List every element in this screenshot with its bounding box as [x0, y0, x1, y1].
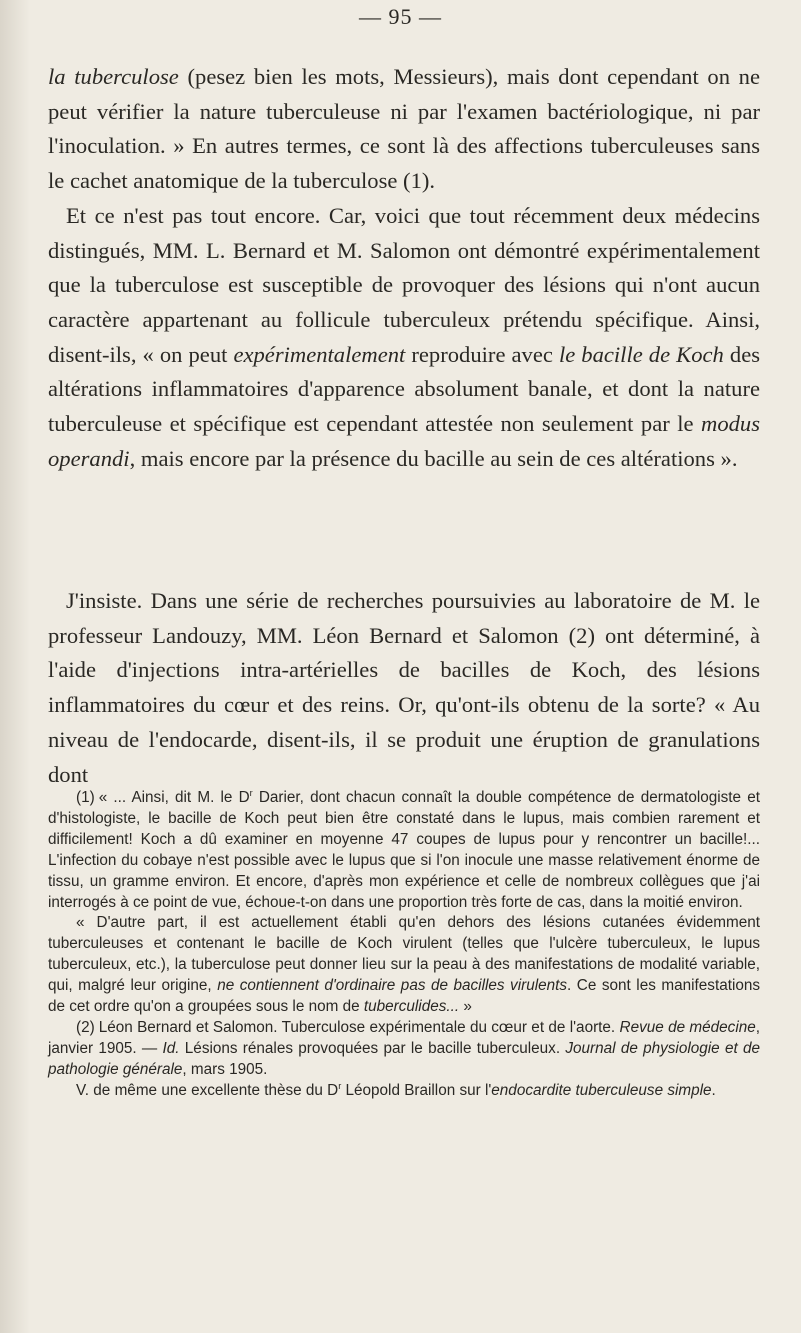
superscript: r [249, 787, 253, 798]
footnote-text: . Ce sont les manifestations de cet ordre qu'on a groupées sous le nom de [48, 977, 761, 1016]
page-number: — 95 — [359, 4, 442, 29]
paragraph [48, 199, 760, 477]
footnote-text: Léon Bernard et Salomon. Tuberculose expérimentale du cœur et de l'aorte. [98, 1018, 620, 1036]
footnotes [48, 788, 760, 1102]
main-text-bottom [48, 584, 760, 792]
footnote-text: . [711, 1081, 716, 1099]
footnote-2-continued [48, 1081, 760, 1102]
footnote-1 [48, 788, 760, 913]
italic-phrase: le bacille de Koch [558, 341, 724, 367]
footnote-text: Léopold Braillon sur l' [341, 1081, 492, 1099]
footnote-text: Lésions rénales provoquées par le bacille tuberculeux. [179, 1039, 566, 1057]
paragraph-text: Et ce n'est pas tout encore. Car, voici que tout récemment deux médecins distingués, MM. L. Bernard et M. Salomon ont démontré expérimentalement que la tuberculose est susceptible de provoquer des lésions qui n'ont aucun caractère appartenant au follicule tuberculeux prétendu spécifique. Ainsi, disent-ils, « on peut [48, 202, 760, 367]
main-text-top [48, 60, 760, 476]
footnote-text: Darier, dont chacun connaît la double compétence de dermatologiste et d'histologiste, le bacille de Koch peut bien être constaté dans le lupus, mais combien rarement et difficilement! Koch a dû examiner en moyenne 47 coupes de lupus pour y rencontrer un bacille!... L'infection du cobaye n'est possible avec le lupus que si l'on inocule une masse relativement énorme de tissu, un gramme environ. Et encore, d'après mon expérience et celle de nombreux collègues que j'ai interrogés à ce point de vue, échoue-t-on dans une proportion très forte de cas, dans la moitié environ. [48, 789, 760, 911]
italic-phrase: modus operandi [48, 411, 760, 471]
footnote-1-continued [48, 913, 760, 1018]
footnote-text: , mars 1905. [182, 1060, 268, 1078]
paragraph-text: (pesez bien les mots, Messieurs), mais dont cependant on ne peut vérifier la nature tuberculeuse ni par l'examen bactériologique, ni par l'inoculation. » En autres termes, ce sont là des affections tuberculeuses sans le cachet anatomique de la tuberculose (1). [48, 64, 760, 194]
italic-phrase: la tuberculose [48, 64, 179, 89]
italic-phrase: ne contiennent d'ordinaire pas de bacilles virulents [217, 977, 568, 995]
italic-phrase: Revue de médecine [619, 1018, 756, 1036]
footnote-text: « ... Ainsi, dit M. le D [98, 789, 250, 806]
paragraph-continued [48, 60, 760, 199]
italic-phrase: tuberculides... [363, 998, 460, 1016]
footnote-text: , janvier 1905. — [48, 1018, 760, 1057]
italic-phrase: Id. [162, 1039, 180, 1057]
footnote-2 [48, 1018, 760, 1081]
paragraph-text: , mais encore par la présence du bacille au sein de ces altérations ». [129, 445, 738, 471]
footnote-text: V. de même une excellente thèse du D [76, 1081, 339, 1099]
footnote-mark: (2) [76, 1018, 95, 1036]
italic-phrase: expérimentalement [233, 341, 406, 367]
page-edge-shadow [0, 0, 30, 1333]
paragraph-text: des altérations inflammatoires d'apparence absolument banale, et dont la nature tuberculeuse et spécifique est cependant attestée non seulement par le [48, 341, 761, 437]
superscript: r [338, 1080, 342, 1091]
paragraph: J'insiste. Dans une série de recherches poursuivies au laboratoire de M. le professeur Landouzy, MM. Léon Bernard et Salomon (2) ont déterminé, à l'aide d'injections intra-artérielles de bacilles de Koch, des lésions inflammatoires du cœur et des reins. Or, qu'ont-ils obtenu de la sorte? « Au niveau de l'endocarde, disent-ils, il se produit une éruption de granulations dont [48, 588, 760, 787]
italic-phrase: Journal de physiologie et de pathologie générale [48, 1039, 760, 1078]
footnote-mark: (1) [76, 789, 95, 806]
footnote-text: « D'autre part, il est actuellement établi qu'en dehors des lésions cutanées évidemment tuberculeuses et contenant le bacille de Koch virulent (telles que l'ulcère tuberculeux, le lupus tuberculeux, etc.), la tuberculose peut donner lieu sur la peau à des manifestations de modalité variable, qui, malgré leur origine, [48, 914, 760, 995]
footnote-text: » [459, 998, 472, 1016]
italic-phrase: endocardite tuberculeuse simple [491, 1081, 712, 1099]
paragraph-text: reproduire avec [405, 341, 559, 367]
